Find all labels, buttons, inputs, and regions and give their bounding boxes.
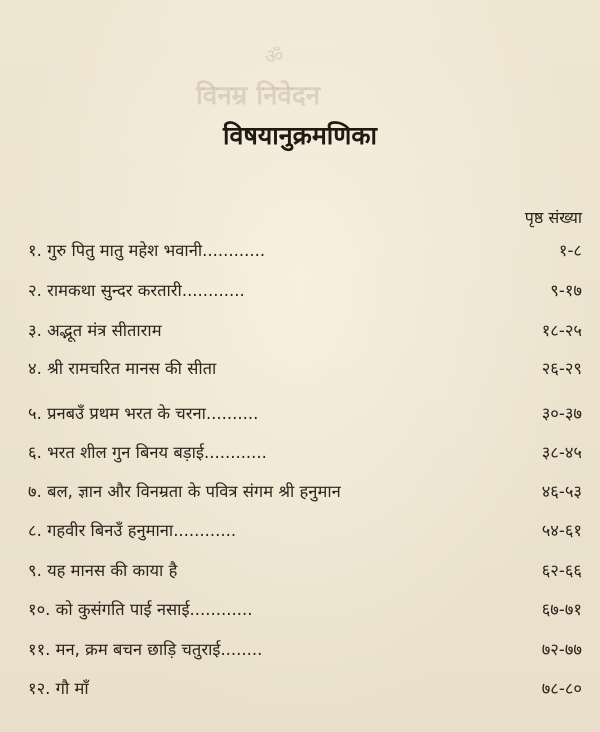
toc-entry-pages: ३८-४५ — [541, 443, 582, 462]
toc-entry-10[interactable] — [28, 597, 582, 623]
toc-entry-11[interactable] — [28, 637, 582, 663]
toc-entry-3[interactable] — [28, 318, 582, 344]
toc-entry-pages: २६-२९ — [541, 359, 582, 378]
toc-entry-12[interactable] — [28, 676, 582, 702]
toc-entry-label: १०. को कुसंगति पाई नसाई............ — [28, 600, 253, 619]
bleed-through-heading: विनम्र निवेदन — [196, 81, 321, 111]
toc-entry-pages: ९-१७ — [550, 281, 582, 300]
bleed-through-symbol: ॐ — [265, 44, 284, 68]
toc-entry-label: ५. प्रनबउँ प्रथम भरत के चरना.......... — [28, 404, 259, 423]
toc-entry-label: ११. मन, क्रम बचन छाड़ि चतुराई........ — [28, 640, 263, 659]
toc-entry-pages: ३०-३७ — [541, 404, 582, 423]
toc-entry-1[interactable] — [28, 238, 582, 264]
toc-entry-7[interactable] — [28, 479, 582, 505]
toc-entry-5[interactable] — [28, 401, 582, 427]
toc-entry-pages: १८-२५ — [541, 321, 582, 340]
toc-entry-pages: ४६-५३ — [541, 482, 582, 501]
toc-entry-pages: ६७-७१ — [541, 600, 582, 619]
toc-entry-label: ३. अद्भूत मंत्र सीताराम — [28, 321, 162, 340]
toc-entry-label: ९. यह मानस की काया है — [28, 561, 178, 580]
page-number-column-header: पृष्ठ संख्या — [524, 208, 582, 227]
toc-entry-4[interactable] — [28, 356, 582, 382]
toc-entry-pages: १-८ — [558, 241, 582, 260]
toc-entry-pages: ७८-८० — [541, 679, 582, 698]
toc-entry-label: ४. श्री रामचरित मानस की सीता — [28, 359, 217, 378]
toc-entry-pages: ६२-६६ — [541, 561, 582, 580]
toc-entry-9[interactable] — [28, 558, 582, 584]
toc-entry-label: १२. गौ माँ — [28, 679, 89, 698]
toc-entry-label: ७. बल, ज्ञान और विनम्रता के पवित्र संगम श्री हनुमान — [28, 482, 341, 501]
toc-entry-2[interactable] — [28, 278, 582, 304]
toc-entry-6[interactable] — [28, 440, 582, 466]
toc-entry-label: २. रामकथा सुन्दर करतारी............ — [28, 281, 245, 300]
toc-entry-label: ६. भरत शील गुन बिनय बड़ाई............ — [28, 443, 267, 462]
page-title: विषयानुक्रमणिका — [222, 121, 378, 150]
toc-entry-8[interactable] — [28, 518, 582, 544]
toc-entry-pages: ७२-७७ — [541, 640, 582, 659]
toc-entry-label: १. गुरु पितु मातु महेश भवानी............ — [28, 241, 266, 260]
toc-entry-label: ८. गहवीर बिनउँ हनुमाना............ — [28, 521, 237, 540]
toc-entry-pages: ५४-६१ — [541, 521, 582, 540]
